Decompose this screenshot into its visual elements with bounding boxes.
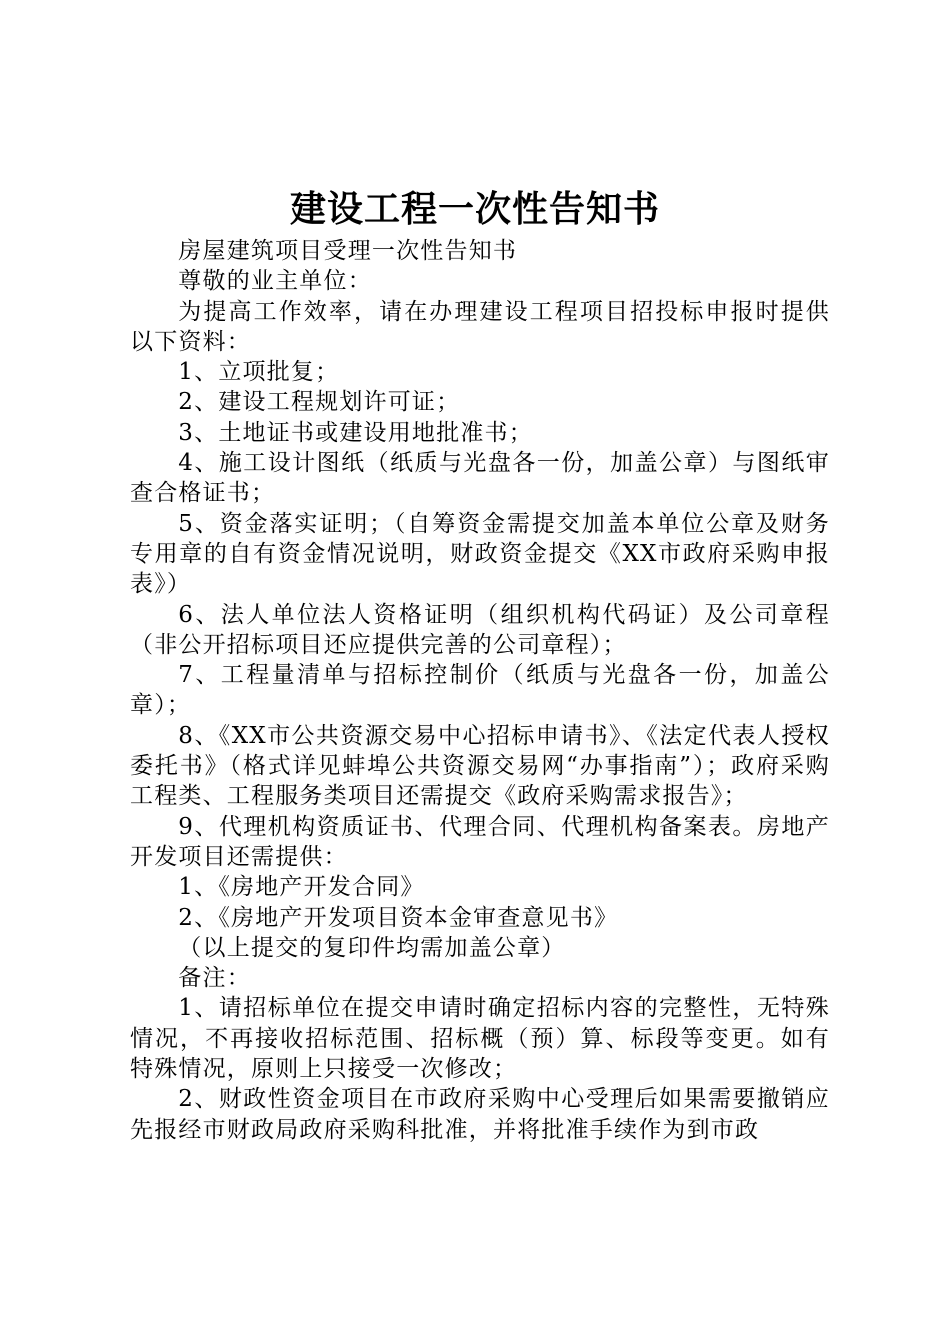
paragraph: 尊敬的业主单位： [178, 268, 372, 295]
list-item: 1、请招标单位在提交申请时确定招标内容的完整性，无特殊情况，不再接收招标范围、招标概（预）算、标段等变更。如有特殊情况，原则上只接受一次修改； [130, 995, 830, 1083]
list-item: 2、建设工程规划许可证； [178, 389, 461, 416]
paragraph: 备注： [178, 965, 251, 992]
document-title: 建设工程一次性告知书 [289, 188, 660, 230]
list-item: 4、施工设计图纸（纸质与光盘各一份，加盖公章）与图纸审查合格证书； [130, 450, 830, 507]
list-item: 1、立项批复； [178, 359, 340, 386]
paragraph: 房屋建筑项目受理一次性告知书 [178, 238, 518, 264]
list-item: 2、《房地产开发项目资本金审查意见书》 [178, 904, 619, 931]
list-item: 5、资金落实证明；（自筹资金需提交加盖本单位公章及财务专用章的自有资金情况说明，财政资金提交《XX市政府采购申报表》） [130, 510, 830, 598]
paragraph: 为提高工作效率，请在办理建设工程项目招投标申报时提供以下资料： [130, 298, 830, 355]
paragraph: （以上提交的复印件均需加盖公章） [178, 934, 566, 961]
list-item: 3、土地证书或建设用地批准书； [178, 419, 533, 446]
document-body [130, 236, 830, 1145]
list-item: 9、代理机构资质证书、代理合同、代理机构备案表。房地产开发项目还需提供： [130, 813, 830, 870]
list-item: 2、财政性资金项目在市政府采购中心受理后如果需要撤销应先报经市财政局政府采购科批准，并将批准手续作为到市政 [130, 1086, 830, 1143]
list-item: 7、工程量清单与招标控制价（纸质与光盘各一份，加盖公章）； [130, 662, 830, 719]
list-item: 1、《房地产开发合同》 [178, 874, 425, 901]
list-item: 8、《XX市公共资源交易中心招标申请书》、《法定代表人授权委托书》（格式详见蚌埠公共资源交易网“办事指南”）；政府采购工程类、工程服务类项目还需提交《政府采购需求报告》； [130, 722, 830, 810]
list-item: 6、法人单位法人资格证明（组织机构代码证）及公司章程（非公开招标项目还应提供完善的公司章程）； [130, 601, 830, 658]
